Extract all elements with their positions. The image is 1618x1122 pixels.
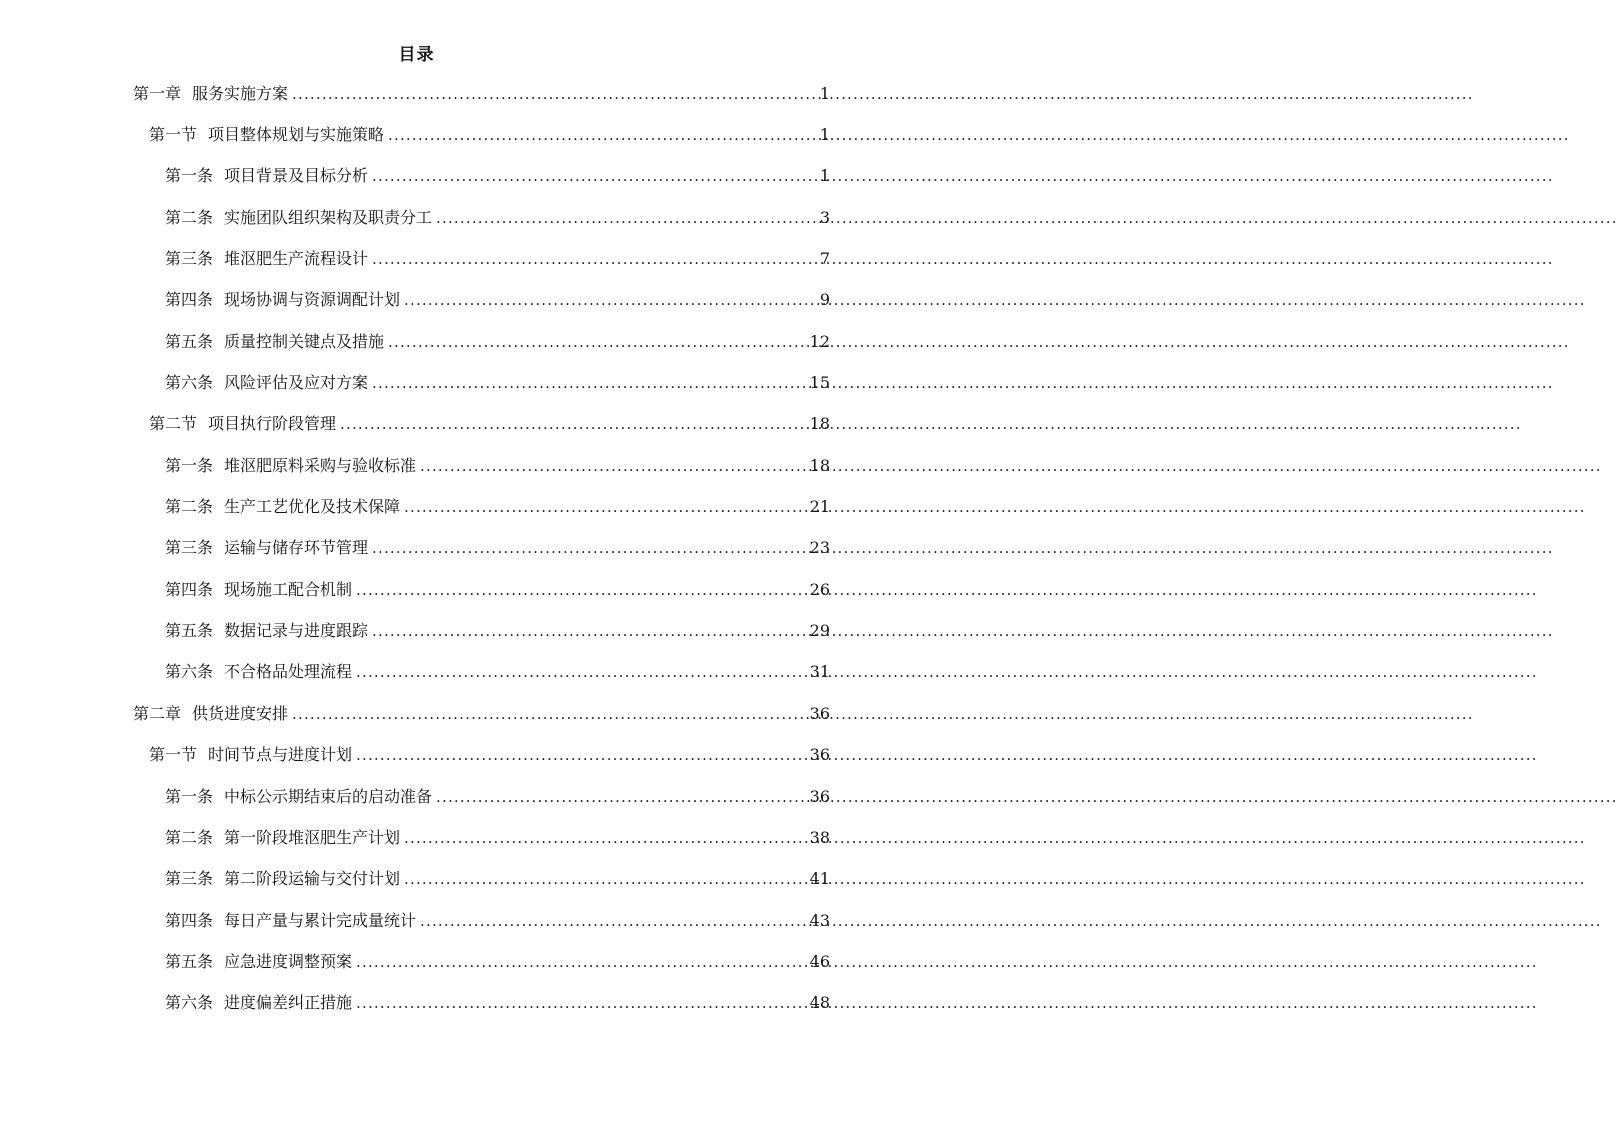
toc-entry-number: 第一条 <box>165 455 214 475</box>
toc-page-number: 36 <box>809 786 830 806</box>
toc-page-number: 18 <box>809 414 830 434</box>
toc-entry-label <box>165 828 400 848</box>
toc-entry-label <box>165 208 432 228</box>
toc-entry-text: 生产工艺优化及技术保障 <box>224 497 401 517</box>
toc-page-number: 9 <box>819 290 830 310</box>
toc-entry-label <box>165 993 352 1013</box>
toc-entry-label <box>149 745 352 765</box>
toc-page-number: 41 <box>809 869 830 889</box>
toc-page-number: 12 <box>809 331 830 351</box>
toc-entry-number: 第一节 <box>149 125 198 145</box>
toc-dot-leader <box>404 869 806 889</box>
toc-entry[interactable] <box>0 197 830 238</box>
toc-entry-number: 第四条 <box>165 579 214 599</box>
toc-entry-label <box>165 497 400 517</box>
toc-entry[interactable] <box>0 817 830 858</box>
toc-page-number: 21 <box>809 497 830 517</box>
toc-page-number: 29 <box>809 621 830 641</box>
toc-entry-label <box>165 373 368 393</box>
toc-page-number: 43 <box>809 910 830 930</box>
toc-entry[interactable] <box>0 859 830 900</box>
toc-entry-text: 现场施工配合机制 <box>224 579 353 599</box>
toc-entry[interactable] <box>0 652 830 693</box>
toc-entry-label <box>165 952 352 972</box>
toc-dot-leader <box>436 208 816 228</box>
toc-entry-text: 项目背景及目标分析 <box>224 166 369 186</box>
toc-entry[interactable] <box>0 445 830 486</box>
toc-entry-text: 现场协调与资源调配计划 <box>224 290 401 310</box>
toc-dot-leader <box>372 249 816 269</box>
toc-entry[interactable] <box>0 362 830 403</box>
toc-dot-leader <box>372 166 816 186</box>
toc-dot-leader <box>404 290 816 310</box>
toc-entry-text: 中标公示期结束后的启动准备 <box>224 786 433 806</box>
toc-entry[interactable] <box>0 486 830 527</box>
toc-entry[interactable] <box>0 735 830 776</box>
page-title: 目录 <box>398 45 435 65</box>
toc-page-number: 15 <box>809 373 830 393</box>
toc-dot-leader <box>372 621 806 641</box>
toc-dot-leader <box>356 952 806 972</box>
toc-entry[interactable] <box>0 776 830 817</box>
toc-entry-label <box>165 332 384 352</box>
toc-entry-text: 应急进度调整预案 <box>224 951 353 971</box>
toc-entry-text: 服务实施方案 <box>192 83 289 103</box>
toc-entry-number: 第二节 <box>149 414 198 434</box>
toc-entry-label <box>149 414 336 434</box>
toc-entry-number: 第一条 <box>165 166 214 186</box>
toc-entry[interactable] <box>0 404 830 445</box>
toc-entry-text: 时间节点与进度计划 <box>208 745 353 765</box>
toc-entry-number: 第一条 <box>165 786 214 806</box>
toc-dot-leader <box>340 414 806 434</box>
toc-entry-text: 堆沤肥生产流程设计 <box>224 249 369 269</box>
toc-dot-leader <box>356 662 806 682</box>
toc-entry-number: 第三条 <box>165 249 214 269</box>
toc-page-number: 38 <box>809 827 830 847</box>
toc-entry[interactable] <box>0 280 830 321</box>
toc-entry-label <box>133 704 288 724</box>
toc-dot-leader <box>356 580 806 600</box>
toc-entry-text: 项目执行阶段管理 <box>208 414 337 434</box>
toc-entry-number: 第二条 <box>165 497 214 517</box>
toc-entry[interactable] <box>0 321 830 362</box>
toc-dot-leader <box>404 497 806 517</box>
toc-page-number: 26 <box>809 579 830 599</box>
toc-entry-label <box>165 166 368 186</box>
toc-page-number: 1 <box>819 125 830 145</box>
toc-entry-number: 第四条 <box>165 910 214 930</box>
toc-page-number: 1 <box>819 166 830 186</box>
toc-entry-label <box>165 290 400 310</box>
toc-entry[interactable] <box>0 73 830 114</box>
toc-entry-text: 堆沤肥原料采购与验收标准 <box>224 455 417 475</box>
toc-dot-leader <box>356 993 806 1013</box>
toc-dot-leader <box>404 828 806 848</box>
toc-page-number: 36 <box>809 703 830 723</box>
toc-entry-number: 第五条 <box>165 621 214 641</box>
toc-entry-number: 第五条 <box>165 331 214 351</box>
toc-entry-number: 第一节 <box>149 745 198 765</box>
toc-page-number: 1 <box>819 83 830 103</box>
toc-page-number: 23 <box>809 538 830 558</box>
toc-entry-label <box>165 249 368 269</box>
toc-entry-number: 第二条 <box>165 207 214 227</box>
toc-dot-leader <box>356 745 806 765</box>
toc-entry-text: 项目整体规划与实施策略 <box>208 125 385 145</box>
toc-entry[interactable] <box>0 941 830 982</box>
toc-entry[interactable] <box>0 610 830 651</box>
toc-entry-number: 第二章 <box>133 703 182 723</box>
toc-dot-leader <box>388 332 806 352</box>
toc-entry-label <box>165 787 432 807</box>
toc-page-number: 18 <box>809 455 830 475</box>
toc-entry-text: 实施团队组织架构及职责分工 <box>224 207 433 227</box>
toc-entry[interactable] <box>0 693 830 734</box>
toc-dot-leader <box>420 456 806 476</box>
toc-entry-label <box>165 621 368 641</box>
table-of-contents <box>0 73 830 1024</box>
toc-entry-number: 第五条 <box>165 951 214 971</box>
toc-entry-number: 第一章 <box>133 83 182 103</box>
toc-page-number: 31 <box>809 662 830 682</box>
toc-entry-text: 进度偏差纠正措施 <box>224 993 353 1013</box>
toc-dot-leader <box>372 538 806 558</box>
toc-page-number: 3 <box>819 207 830 227</box>
toc-page-number: 7 <box>819 249 830 269</box>
toc-entry-number: 第六条 <box>165 662 214 682</box>
toc-dot-leader <box>388 125 816 145</box>
toc-entry-label <box>165 869 400 889</box>
toc-entry-number: 第三条 <box>165 538 214 558</box>
toc-entry-label <box>149 125 384 145</box>
toc-dot-leader <box>292 84 816 104</box>
toc-entry-number: 第六条 <box>165 993 214 1013</box>
toc-entry-text: 第一阶段堆沤肥生产计划 <box>224 827 401 847</box>
toc-entry-label <box>165 538 368 558</box>
toc-entry-text: 第二阶段运输与交付计划 <box>224 869 401 889</box>
toc-page-number: 46 <box>809 951 830 971</box>
toc-entry-number: 第四条 <box>165 290 214 310</box>
toc-dot-leader <box>292 704 806 724</box>
toc-entry-text: 不合格品处理流程 <box>224 662 353 682</box>
toc-entry-text: 质量控制关键点及措施 <box>224 331 385 351</box>
toc-page-number: 48 <box>809 993 830 1013</box>
toc-entry[interactable] <box>0 900 830 941</box>
toc-entry-text: 每日产量与累计完成量统计 <box>224 910 417 930</box>
toc-entry-text: 运输与储存环节管理 <box>224 538 369 558</box>
toc-entry-label <box>165 580 352 600</box>
toc-entry-label <box>165 911 416 931</box>
toc-entry-label <box>165 662 352 682</box>
toc-entry-number: 第六条 <box>165 373 214 393</box>
toc-dot-leader <box>420 911 806 931</box>
toc-entry-number: 第三条 <box>165 869 214 889</box>
toc-entry[interactable] <box>0 528 830 569</box>
toc-entry[interactable] <box>0 569 830 610</box>
toc-dot-leader <box>436 787 806 807</box>
toc-entry[interactable] <box>0 238 830 279</box>
toc-dot-leader <box>372 373 806 393</box>
toc-entry-text: 数据记录与进度跟踪 <box>224 621 369 641</box>
toc-entry[interactable] <box>0 156 830 197</box>
toc-entry-text: 供货进度安排 <box>192 703 289 723</box>
toc-entry-text: 风险评估及应对方案 <box>224 373 369 393</box>
toc-entry-number: 第二条 <box>165 827 214 847</box>
toc-entry-label <box>133 84 288 104</box>
toc-page-number: 36 <box>809 745 830 765</box>
toc-entry[interactable] <box>0 114 830 155</box>
toc-entry[interactable] <box>0 983 830 1024</box>
toc-entry-label <box>165 456 416 476</box>
